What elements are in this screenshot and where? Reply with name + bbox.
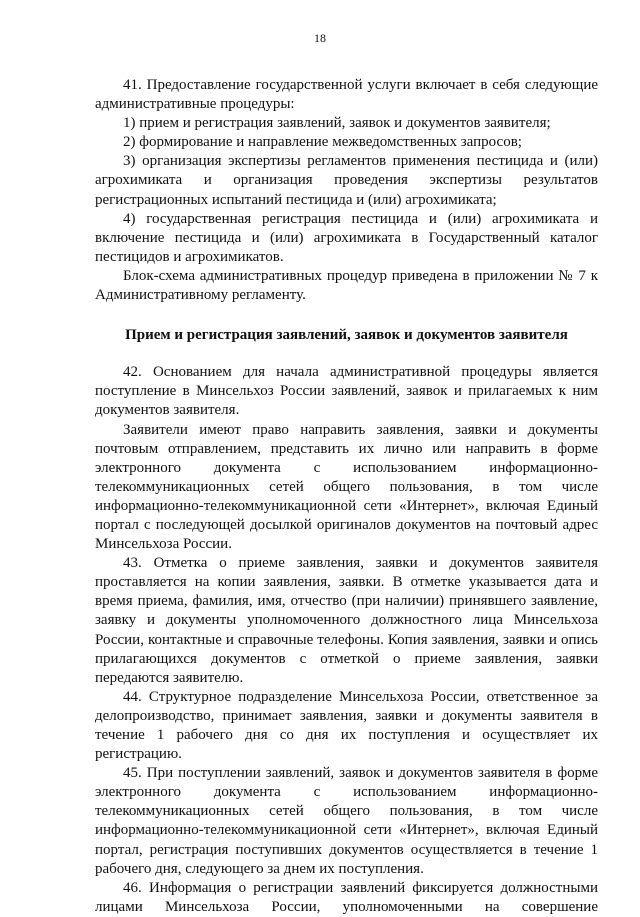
paragraph-45: 45. При поступлении заявлений, заявок и документов заявителя в форме электронного документа с использованием информационно-телекоммуникационных сетей общего пользования, в том числе информационно-телекоммуникационной сети «Интернет», включая Единый портал, регистрация поступивших документов осуществляется в течение 1 рабочего дня, следующего за днем их поступления.: [95, 765, 598, 877]
list-item-4: 4) государственная регистрация пестицида и (или) агрохимиката и включение пестицида и (или) агрохимиката в Государственный каталог пестицидов и агрохимикатов.: [95, 210, 598, 265]
page-number: 18: [314, 31, 326, 45]
list-item-1: 1) прием и регистрация заявлений, заявок и документов заявителя;: [123, 115, 551, 132]
paragraph-applicants-rights: Заявители имеют право направить заявления, заявки и документы почтовым отправлением, представить их лично или направить в форме электронного документа с использованием информационно-телекоммуникационных сетей общего пользования, в том числе информационно-телекоммуникационной сети «Интернет», включая Единый портал с последующей досылкой оригиналов документов на почтовый адрес Минсельхоза России.: [95, 421, 598, 553]
list-item-3: 3) организация экспертизы регламентов применения пестицида и (или) агрохимиката и организация проведения экспертизы результатов регистрационных испытаний пестицида и (или) агрохимиката;: [95, 153, 598, 208]
paragraph-44: 44. Структурное подразделение Минсельхоза России, ответственное за делопроизводство, принимает заявления, заявки и документы заявителя в течение 1 рабочего дня со дня их поступления и осуществляет их регистрацию.: [95, 688, 598, 763]
paragraph-46: 46. Информация о регистрации заявлений фиксируется должностными лицами Минсельхоза России, уполномоченными на совершение: [95, 879, 598, 915]
paragraph-41: 41. Предоставление государственной услуги включает в себя следующие административные процедуры:: [95, 77, 598, 113]
paragraph-block-scheme: Блок-схема административных процедур приведена в приложении № 7 к Административному регламенту.: [95, 267, 598, 304]
paragraph-42: 42. Основанием для начала административной процедуры является поступление в Минсельхоз России заявлений, заявок и прилагаемых к ним документов заявителя.: [95, 364, 598, 419]
paragraph-43: 43. Отметка о приеме заявления, заявки и документов заявителя проставляется на копии заявления, заявки. В отметке указывается дата и время приема, фамилия, имя, отчество (при наличии) принявшего заявление, заявку и документы уполномоченного должностного лица Минсельхоза России, контактные и справочные телефоны. Копия заявления, заявки и опись прилагающихся документов с отметкой о приеме заявления, заявки передаются заявителю.: [95, 555, 598, 686]
document-body: [95, 76, 598, 917]
section-heading: Прием и регистрация заявлений, заявок и документов заявителя: [125, 327, 568, 344]
list-item-2: 2) формирование и направление межведомственных запросов;: [123, 134, 522, 151]
